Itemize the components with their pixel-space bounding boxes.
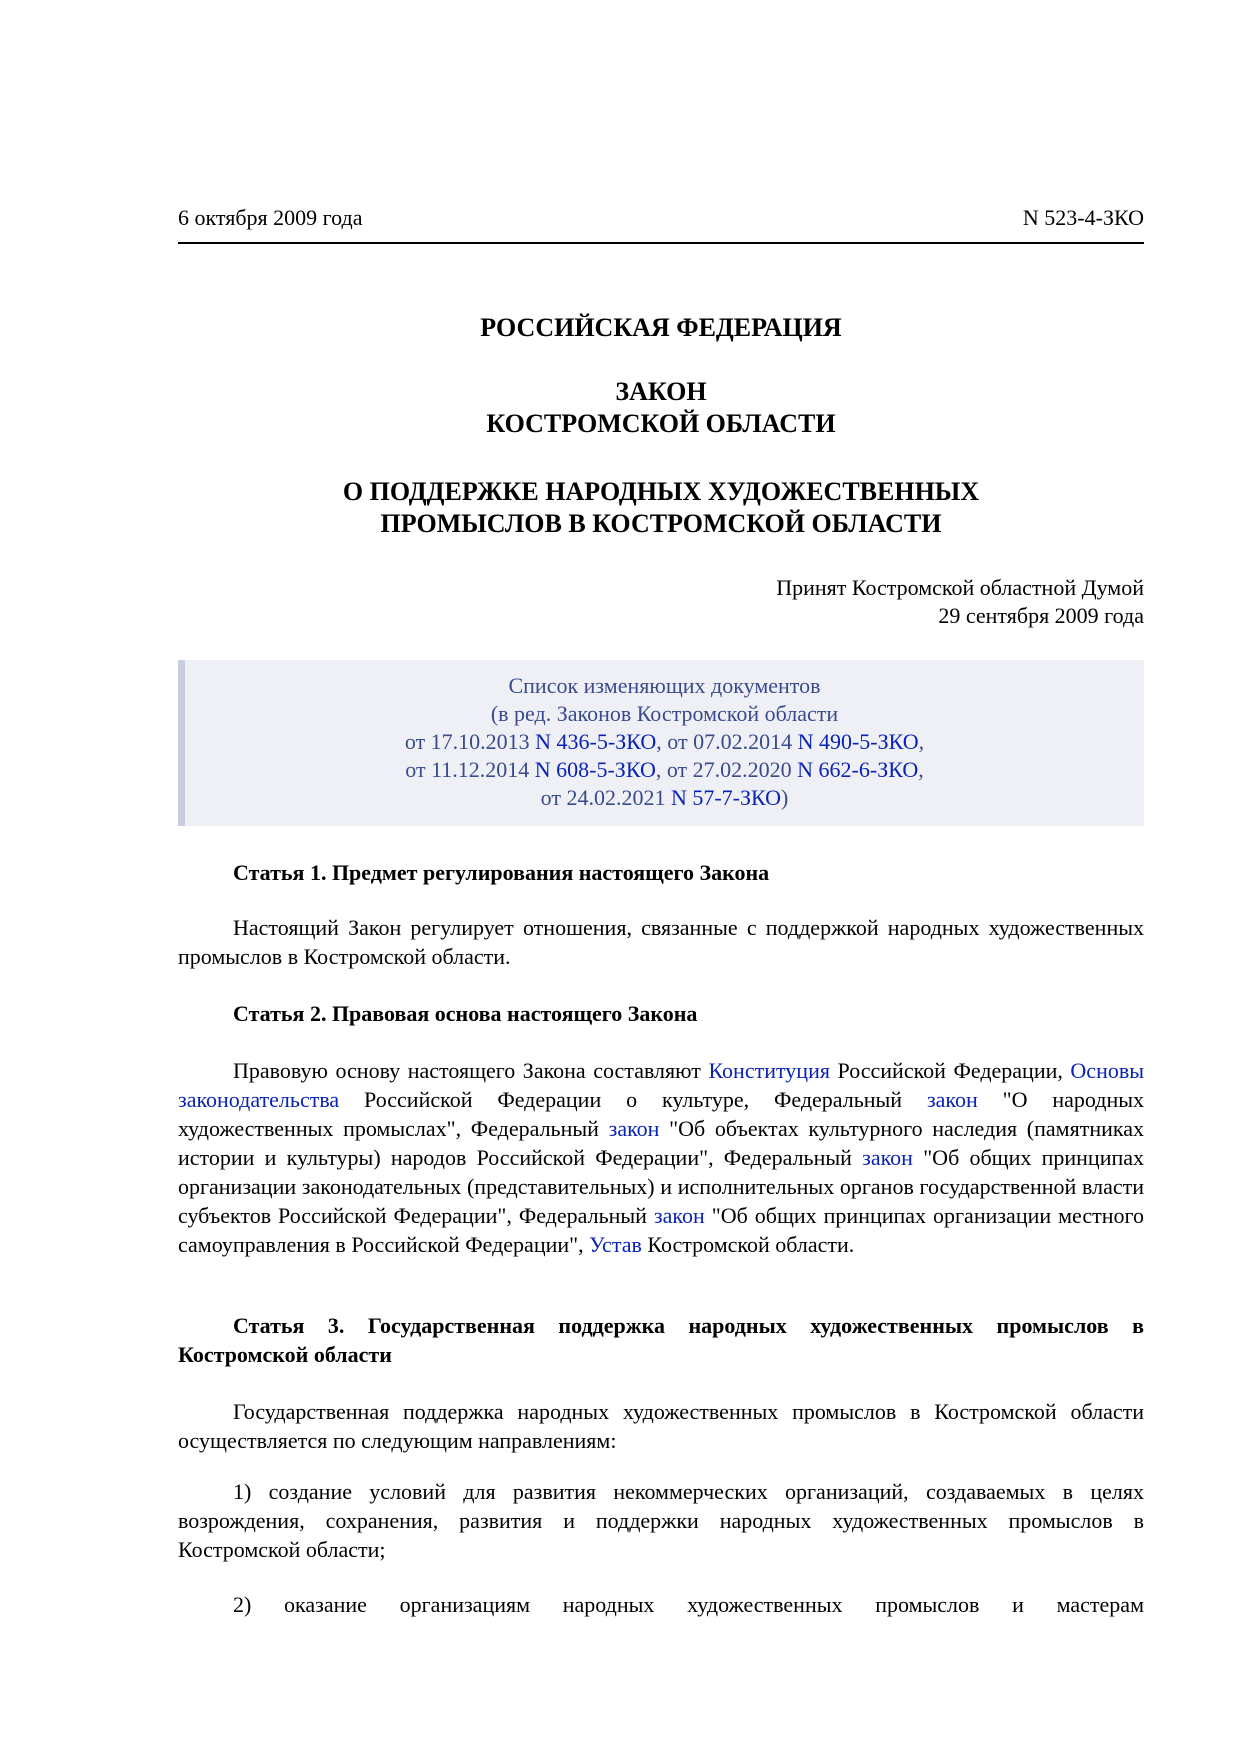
constitution-link[interactable]: Конституция (708, 1058, 830, 1083)
federal-law-link-1[interactable]: закон (926, 1087, 978, 1112)
article-3-item-1: 1) создание условий для развития некоммерческих организаций, создаваемых в целях возрождения, сохранения, развития и поддержки народных художественных промыслов в Костромской области; (178, 1479, 1144, 1562)
article-3-heading: Статья 3. Государственная поддержка народных художественных промыслов в Костромской области (178, 1313, 1144, 1367)
amendments-row-2: от 11.12.2014 N 608-5-ЗКО, от 27.02.2020 N 662-6-ЗКО, (405, 757, 924, 782)
law-date: 6 октября 2009 года (178, 205, 363, 230)
article-2-text (178, 1056, 1144, 1259)
law-subject-line1: О ПОДДЕРЖКЕ НАРОДНЫХ ХУДОЖЕСТВЕННЫХ (342, 477, 980, 506)
article-3-item-2: 2) оказание организациям народных художественных промыслов и мастерам (233, 1592, 1144, 1617)
federal-law-link-3[interactable]: закон (862, 1145, 913, 1170)
law-subject (178, 476, 1144, 540)
text-run: "О народных художественных промыслах", Федеральный (178, 1087, 1145, 1141)
law-title-line1: ЗАКОН (615, 377, 707, 406)
law-title-line2: КОСТРОМСКОЙ ОБЛАСТИ (486, 409, 836, 438)
text-run: "Об объектах культурного наследия (памятниках истории и культуры) народов Российской Федерации", Федеральный (178, 1116, 1144, 1170)
federal-law-link-2[interactable]: закон (608, 1116, 660, 1141)
text-run: "Об общих принципах организации местного самоуправления в Российской Федерации", (178, 1203, 1144, 1257)
amend-sep: , (656, 729, 668, 754)
amendments-row-1: от 17.10.2013 N 436-5-ЗКО, от 07.02.2014 N 490-5-ЗКО, (404, 729, 925, 754)
text-run: Российской Федерации о культуре, Федеральный (364, 1087, 903, 1112)
article-1-text: Настоящий Закон регулирует отношения, связанные с поддержкой народных художественных промыслов в Костромской области. (178, 915, 1144, 969)
amendments-intro: (в ред. Законов Костромской области (490, 701, 839, 726)
amendments-title: Список изменяющих документов (508, 673, 821, 698)
amend-date: 07.02.2014 (693, 729, 793, 754)
federal-law-link-4[interactable]: закон (653, 1203, 705, 1228)
amend-from: от (404, 729, 426, 754)
country-title: РОССИЙСКАЯ ФЕДЕРАЦИЯ (480, 313, 842, 342)
law-number: N 523-4-ЗКО (1022, 205, 1144, 230)
charter-link[interactable]: Устав (589, 1232, 642, 1257)
adoption-line1: Принят Костромской областной Думой (776, 575, 1144, 600)
culture-law-link[interactable]: Основы законодательства (178, 1058, 1145, 1112)
amend-from: от (405, 757, 426, 782)
text-run: Правовую основу настоящего Закона составляют (233, 1058, 701, 1083)
amend-link[interactable]: N 608-5-ЗКО (534, 757, 656, 782)
amend-from: от (666, 757, 688, 782)
amend-date: 17.10.2013 (430, 729, 530, 754)
header-divider (178, 242, 1144, 244)
article-2-heading: Статья 2. Правовая основа настоящего Закона (233, 1001, 698, 1026)
article-3-intro: Государственная поддержка народных художественных промыслов в Костромской области осуществляется по следующим направлениям: (178, 1399, 1144, 1453)
amend-link[interactable]: N 490-5-ЗКО (797, 729, 919, 754)
amend-date: 11.12.2014 (431, 757, 530, 782)
amend-from: от (540, 785, 561, 810)
text-run: Российской Федерации, (837, 1058, 1063, 1083)
law-title (178, 376, 1144, 440)
amend-date: 24.02.2021 (566, 785, 666, 810)
text-run: "Об общих принципах организации законодательных (представительных) и исполнительных органов государственной власти субъектов Российской Федерации", Федеральный (178, 1145, 1145, 1228)
law-subject-line2: ПРОМЫСЛОВ В КОСТРОМСКОЙ ОБЛАСТИ (380, 509, 942, 538)
adoption-line2: 29 сентября 2009 года (938, 603, 1144, 628)
amendments-text (185, 672, 1144, 812)
amend-from: от (667, 729, 688, 754)
amend-link[interactable]: N 662-6-ЗКО (797, 757, 919, 782)
amend-link[interactable]: N 436-5-ЗКО (535, 729, 657, 754)
amend-date: 27.02.2020 (692, 757, 792, 782)
amendments-box (178, 660, 1144, 826)
adoption-note (776, 574, 1144, 630)
amend-sep: , (655, 757, 667, 782)
amend-close: ) (781, 785, 789, 810)
amendments-row-3 (185, 784, 1144, 812)
article-1-heading: Статья 1. Предмет регулирования настоящего Закона (233, 860, 770, 885)
amendments-box-accent (178, 660, 185, 826)
amend-link[interactable]: N 57-7-ЗКО (670, 785, 782, 810)
text-run: Костромской области. (647, 1232, 855, 1257)
